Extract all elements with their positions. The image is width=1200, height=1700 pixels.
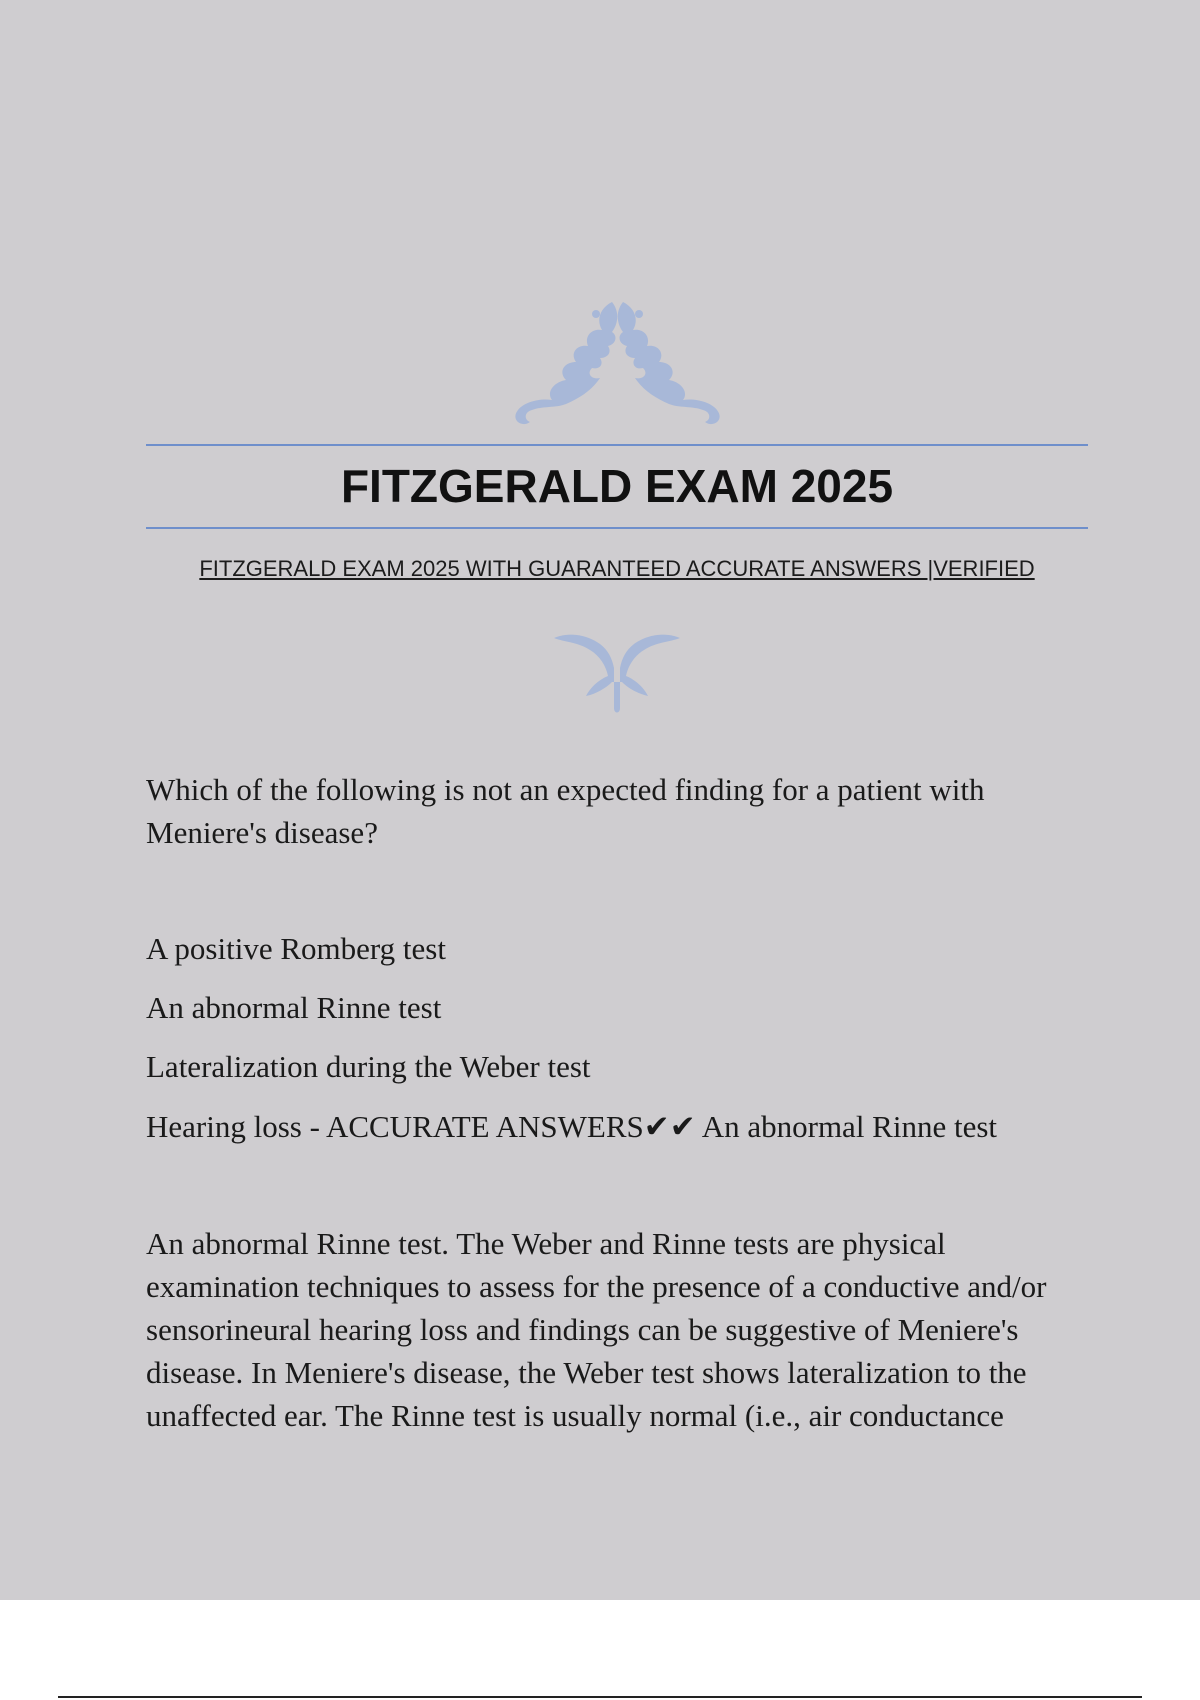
- title-top-rule: [146, 444, 1088, 446]
- answer-option-with-answer: Hearing loss - ACCURATE ANSWERS✔✔ An abnormal Rinne test: [146, 1109, 998, 1144]
- answer-explanation: An abnormal Rinne test. The Weber and Rinne tests are physical examination techniques to assess for the presence of a conductive and/or sensorineural hearing loss and findings can be suggestive of Meniere's disease. In Meniere's disease, the Weber test shows lateralization to the unaffected ear. The Rinne test is usually normal (i.e., air conductance: [146, 1226, 1047, 1433]
- footer-rule: [58, 1696, 1142, 1698]
- question-text: Which of the following is not an expected finding for a patient with Meniere's disease?: [146, 772, 985, 850]
- answer-option: Lateralization during the Weber test: [146, 1049, 591, 1084]
- document-subtitle: FITZGERALD EXAM 2025 WITH GUARANTEED ACCURATE ANSWERS |VERIFIED: [199, 556, 1035, 581]
- answer-option: An abnormal Rinne test: [146, 990, 442, 1025]
- floral-scroll-ornament-icon: [500, 298, 735, 426]
- title-bottom-rule: [146, 527, 1088, 529]
- document-title: FITZGERALD EXAM 2025: [340, 460, 894, 512]
- answer-option: A positive Romberg test: [146, 931, 446, 966]
- fleur-divider-icon: [552, 630, 682, 714]
